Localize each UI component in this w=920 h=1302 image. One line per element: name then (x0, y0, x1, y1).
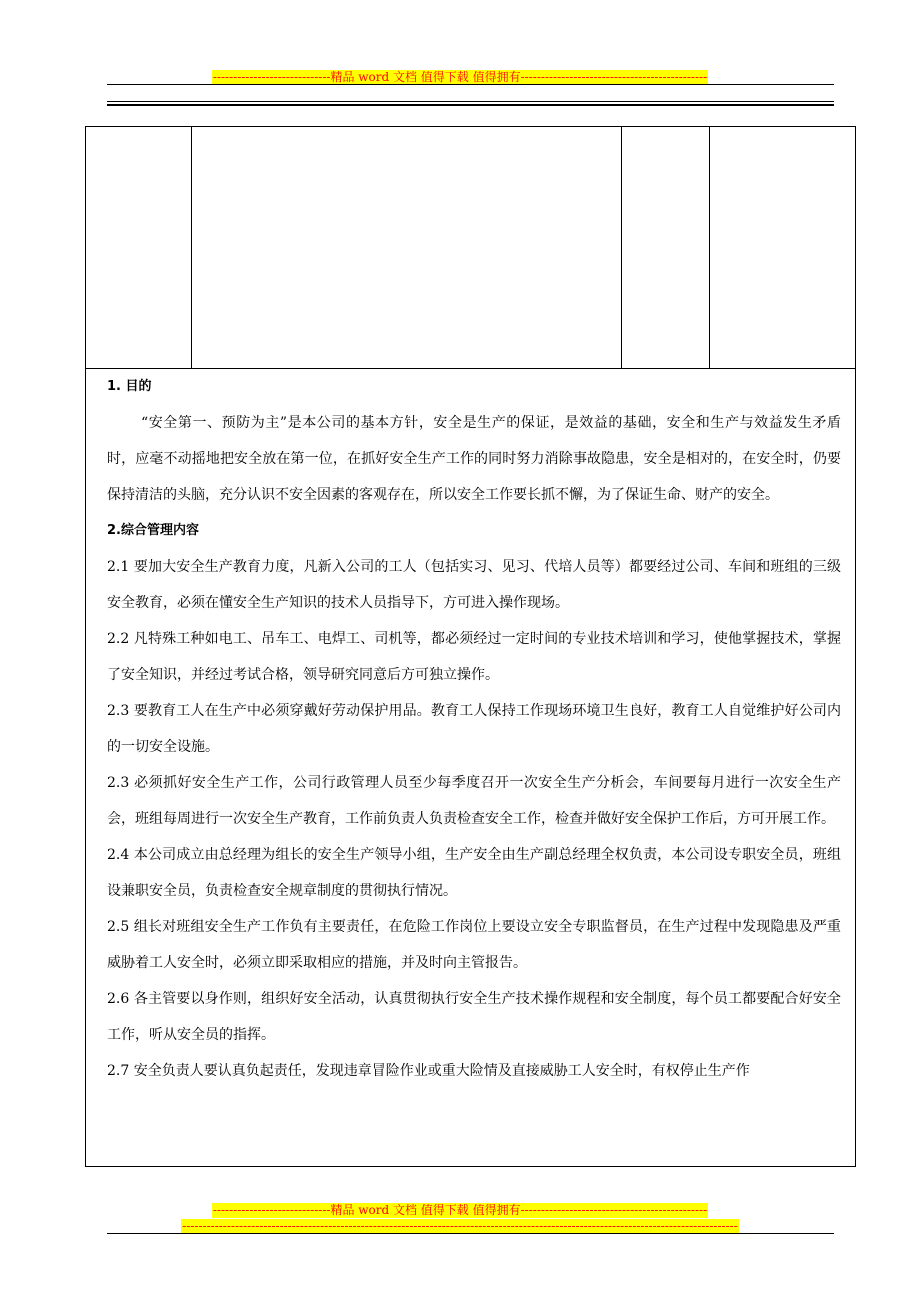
clause-2-5: 2.5 组长对班组安全生产工作负有主要责任，在危险工作岗位上要设立安全专职监督员，在生产过程中发现隐患及严重威胁着工人安全时，必须立即采取相应的措施，并及时向主管报告。 (107, 919, 841, 971)
header-rule-double-1 (107, 101, 834, 102)
clause-2-3a: 2.3 要教育工人在生产中必须穿戴好劳动保护用品。教育工人保持工作现场环境卫生良好，教育工人自觉维护好公司内的一切安全设施。 (107, 703, 841, 755)
table-top-row (86, 127, 855, 369)
clause-2-4: 2.4 本公司成立由总经理为组长的安全生产领导小组，生产安全由生产副总经理全权负责，本公司设专职安全员，班组设兼职安全员，负责检查安全规章制度的贯彻执行情况。 (107, 847, 841, 899)
table-cell-1 (86, 127, 192, 368)
section-1-title: 1. 目的 (107, 379, 152, 394)
table-cell-3 (622, 127, 710, 368)
footer-banner-text: -----------------------------精品 word 文档 值得下载 值得拥有---------------------------------------------- (212, 1203, 708, 1217)
section-1-paragraph: “安全第一、预防为主”是本公司的基本方针，安全是生产的保证，是效益的基础，安全和生产与效益发生矛盾时，应毫不动摇地把安全放在第一位，在抓好安全生产工作的同时努力消除事故隐患，安全是相对的，在安全时，仍要保持清洁的头脑，充分认识不安全因素的客观存在，所以安全工作要长抓不懈，为了保证生命、财产的安全。 (107, 415, 841, 503)
footer-banner-dashes-text: ----------------------------------------------------------------------------------------------------------------------------------------- (182, 1219, 738, 1233)
clause-2-1: 2.1 要加大安全生产教育力度，凡新入公司的工人（包括实习、见习、代培人员等）都要经过公司、车间和班组的三级安全教育，必须在懂安全生产知识的技术人员指导下，方可进入操作现场。 (107, 559, 841, 611)
footer-banner-dashes (0, 1215, 920, 1234)
clause-2-3b: 2.3 必须抓好安全生产工作，公司行政管理人员至少每季度召开一次安全生产分析会，车间要每月进行一次安全生产会，班组每周进行一次安全生产教育，工作前负责人负责检查安全工作，检查并做好安全保护工作后，方可开展工作。 (107, 775, 841, 827)
clause-2-2: 2.2 凡特殊工种如电工、吊车工、电焊工、司机等，都必须经过一定时间的专业技术培训和学习，使他掌握技术，掌握了安全知识，并经过考试合格，领导研究同意后方可独立操作。 (107, 631, 841, 683)
document-body (86, 369, 855, 1166)
section-2-title: 2.综合管理内容 (107, 523, 199, 538)
header-banner (0, 66, 920, 85)
table-cell-2 (192, 127, 622, 368)
clause-2-6: 2.6 各主管要以身作则，组织好安全活动，认真贯彻执行安全生产技术操作规程和安全制度，每个员工都要配合好安全工作，听从安全员的指挥。 (107, 991, 841, 1043)
footer-rule (107, 1233, 834, 1234)
header-banner-text: -----------------------------精品 word 文档 值得下载 值得拥有---------------------------------------------- (212, 70, 708, 84)
header-rule-top (107, 84, 834, 85)
document-table (85, 126, 856, 1167)
header-rule-double-2 (107, 104, 834, 106)
clause-2-7: 2.7 安全负责人要认真负起责任，发现违章冒险作业或重大险情及直接威胁工人安全时，有权停止生产作 (107, 1063, 750, 1079)
